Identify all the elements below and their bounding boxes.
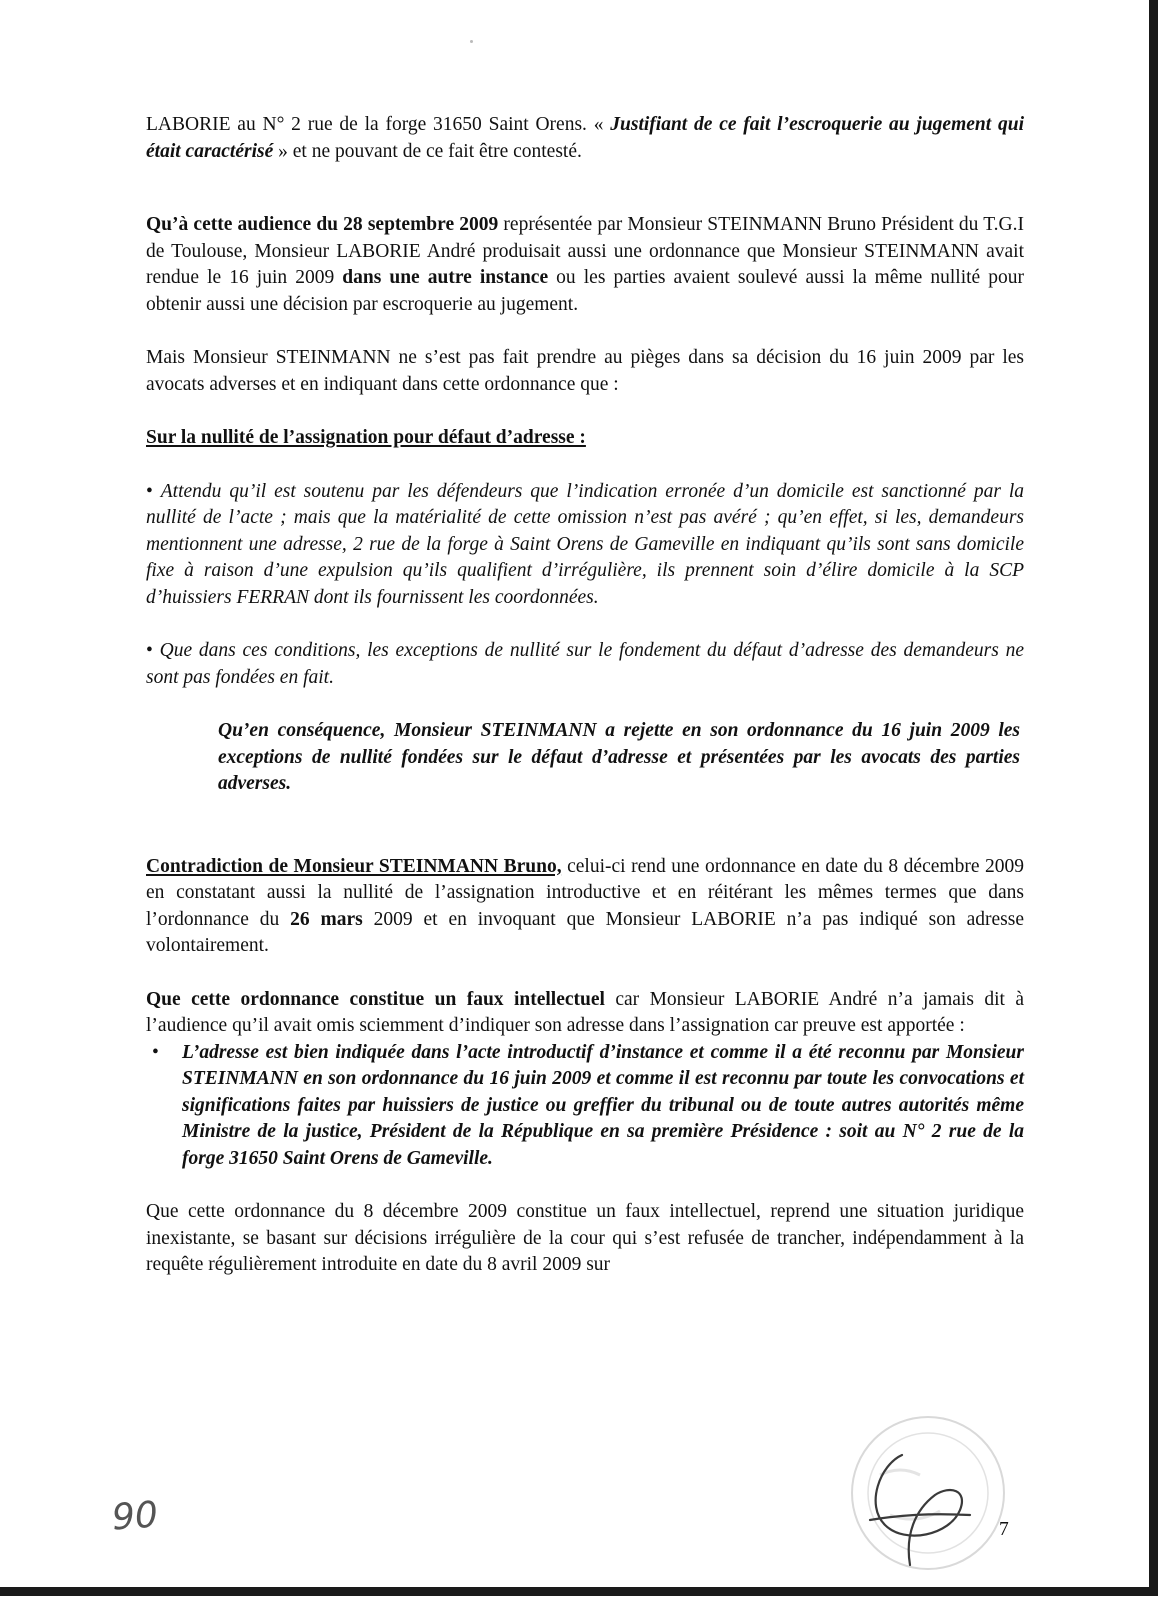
p4-bold-c: 26 mars bbox=[290, 908, 363, 930]
quote-2-text: Que dans ces conditions, les exceptions de nullité sur le fondement du défaut d’adresse des demandeurs ne sont pas fondées en fait. bbox=[146, 640, 1024, 688]
court-stamp-and-signature bbox=[810, 1415, 1010, 1590]
bullet-dot-icon: • bbox=[152, 1041, 159, 1063]
bullet-dot-icon: • bbox=[146, 640, 153, 661]
paragraph-5 bbox=[146, 987, 1024, 1040]
p1-text-a: LABORIE au N° 2 rue de la forge 31650 Saint Orens. « bbox=[146, 114, 611, 135]
p2-text-d: ou les parties avaient soulevé aussi la même nullité pour obtenir aussi une décision par escroquerie au jugement. bbox=[146, 267, 1025, 315]
paragraph-3: Mais Monsieur STEINMANN ne s’est pas fait prendre au pièges dans sa décision du 16 juin 2009 par les avocats adverses et en indiquant dans cette ordonnance que : bbox=[146, 347, 1024, 395]
p2-bold-c: dans une autre instance bbox=[342, 267, 549, 288]
p5-bold-lead: Que cette ordonnance constitue un faux intellectuel bbox=[146, 988, 605, 1010]
list-item-text: L’adresse est bien indiquée dans l’acte introductif d’instance et comme il a été reconnu par Monsieur STEINMANN en son ordonnance du 16 juin 2009 et comme il est reconnu par toute les convocations et significations faites par huissiers de justice ou greffier du tribunal ou de toute autres autorités même Ministre de la justice, Président de la République en sa première Présidence : soit au N° 2 rue de la forge 31650 Saint Orens de Gameville. bbox=[182, 1041, 1024, 1169]
p2-text-b: représentée par Monsieur STEINMANN Bruno Président du T.G.I de Toulouse, Monsieur LABORIE André produisait aussi une ordonnance que Monsieur STEINMANN avait rendue le 16 juin 2009 bbox=[146, 214, 1024, 288]
handwritten-number: 90 bbox=[110, 1494, 160, 1539]
scan-speck bbox=[470, 40, 473, 43]
paragraph-1 bbox=[146, 112, 1024, 165]
section-heading bbox=[146, 425, 1024, 452]
p5-text-b: car Monsieur LABORIE André n’a jamais dit à l’audience qu’il avait omis sciemment d’indiquer son adresse dans l’assignation car preuve est apportée : bbox=[146, 988, 1024, 1036]
bullet-dot-icon: • bbox=[146, 480, 153, 502]
p2-bold-lead: Qu’à cette audience du 28 septembre 2009 bbox=[146, 214, 499, 235]
paragraph-4 bbox=[146, 854, 1024, 960]
conclusion-paragraph bbox=[218, 718, 1020, 798]
document-body bbox=[146, 112, 1024, 1279]
p1-text-c: » et ne pouvant de ce fait être contesté. bbox=[273, 140, 582, 162]
page-number: 7 bbox=[999, 1519, 1009, 1540]
conclusion-text: Qu’en conséquence, Monsieur STEINMANN a rejette en son ordonnance du 16 juin 2009 les exceptions de nullité fondées sur le défaut d’adresse et présentées par les avocats des parties adverses. bbox=[218, 720, 1020, 794]
p4-text-b: celui-ci rend une ordonnance en date du 8 décembre 2009 en constatant aussi la nullité de l’assignation introductive et en réitérant les mêmes termes que dans l’ordonnance du bbox=[146, 855, 1024, 930]
paragraph-2 bbox=[146, 212, 1024, 318]
paragraph-6: Que cette ordonnance du 8 décembre 2009 constitue un faux intellectuel, reprend une situation juridique inexistante, se basant sur décisions irrégulière de la cour qui s’est refusée de trancher, indépendamment à la requête régulièrement introduite en date du 8 avril 2009 sur bbox=[146, 1201, 1024, 1275]
quote-2 bbox=[146, 638, 1024, 691]
p1-emphasis: Justifiant de ce fait l’escroquerie au jugement qui était caractérisé bbox=[146, 114, 1024, 162]
quote-1-text: Attendu qu’il est soutenu par les défendeurs que l’indication erronée d’un domicile est sanctionné par la nullité de l’acte ; mais que la matérialité de cette omission n’est pas avéré ; qu’en effet, si les, demandeurs mentionnent une adresse, 2 rue de la forge à Saint Orens de Gameville en indiquant qu’ils sont sans domicile fixe à raison d’une expulsion qu’ils qualifient d’irrégulière, ils prennent soin d’élire domicile à la SCP d’huissiers FERRAN dont ils fournissent les coordonnées. bbox=[146, 480, 1024, 608]
quote-1 bbox=[146, 479, 1024, 612]
heading-text: Sur la nullité de l’assignation pour défaut d’adresse : bbox=[146, 427, 586, 448]
p4-heading: Contradiction de Monsieur STEINMANN Bruno, bbox=[146, 855, 562, 877]
list-item bbox=[146, 1040, 1024, 1173]
p4-text-d: 2009 et en invoquant que Monsieur LABORIE n’a pas indiqué son adresse volontairement. bbox=[146, 908, 1024, 956]
evidence-list bbox=[146, 1040, 1024, 1173]
